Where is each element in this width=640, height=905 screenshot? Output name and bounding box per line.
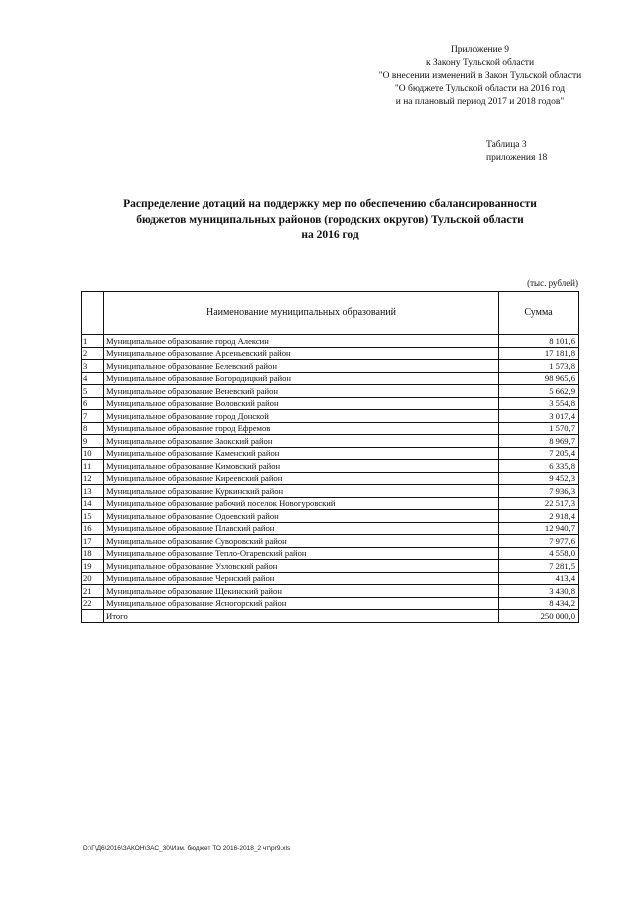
- row-number: 16: [82, 522, 104, 535]
- row-name: Муниципальное образование Воловский район: [104, 397, 499, 410]
- row-name: Муниципальное образование Чернский район: [104, 572, 499, 585]
- row-number: 4: [82, 372, 104, 385]
- table-row: [82, 522, 579, 535]
- row-sum: 6 335,8: [499, 460, 579, 473]
- row-number: 8: [82, 422, 104, 435]
- header-name: Наименование муниципальных образований: [104, 292, 499, 335]
- row-name: Муниципальное образование Богородицкий район: [104, 372, 499, 385]
- table-row: [82, 347, 579, 360]
- table-row: [82, 360, 579, 373]
- table-total-row: [82, 610, 579, 623]
- row-number: 19: [82, 560, 104, 573]
- file-path-footer: D:\Г\Д6\2016\ЗАКОН\ЗАС_30\Изм. бюджет ТО 2016-2018_2 чт\pr9.xls: [83, 845, 291, 852]
- table-ref-line: Таблица 3: [486, 140, 527, 150]
- row-sum: 17 181,8: [499, 347, 579, 360]
- title-line: бюджетов муниципальных районов (городских округов) Тульской области: [136, 213, 524, 226]
- row-name: Муниципальное образование Щекинский район: [104, 585, 499, 598]
- table-row: [82, 385, 579, 398]
- row-number: 18: [82, 547, 104, 560]
- row-sum: 12 940,7: [499, 522, 579, 535]
- row-number: 11: [82, 460, 104, 473]
- row-sum: 4 558,0: [499, 547, 579, 560]
- table-row: [82, 435, 579, 448]
- row-number: 5: [82, 385, 104, 398]
- row-number: 12: [82, 472, 104, 485]
- total-number: [82, 610, 104, 623]
- table-row: [82, 597, 579, 610]
- table-row: [82, 572, 579, 585]
- table-row: [82, 460, 579, 473]
- table-row: [82, 547, 579, 560]
- header-number: [82, 292, 104, 335]
- row-name: Муниципальное образование Заокский район: [104, 435, 499, 448]
- table-row: [82, 535, 579, 548]
- table-row: [82, 485, 579, 498]
- table-row: [82, 472, 579, 485]
- document-title: [80, 197, 580, 244]
- row-sum: 7 281,5: [499, 560, 579, 573]
- row-name: Муниципальное образование Арсеньевский район: [104, 347, 499, 360]
- row-sum: 8 969,7: [499, 435, 579, 448]
- row-sum: 7 936,3: [499, 485, 579, 498]
- row-name: Муниципальное образование Узловский район: [104, 560, 499, 573]
- title-line: Распределение дотаций на поддержку мер по обеспечению сбалансированности: [123, 198, 537, 210]
- row-number: 1: [82, 335, 104, 348]
- row-number: 9: [82, 435, 104, 448]
- annex-line: к Закону Тульской области: [425, 58, 535, 68]
- annex-line: "О внесении изменений в Закон Тульской области: [378, 71, 582, 81]
- table-ref-line: приложения 18: [486, 153, 548, 163]
- row-name: Муниципальное образование Тепло-Огаревский район: [104, 547, 499, 560]
- row-name: Муниципальное образование Веневский район: [104, 385, 499, 398]
- header-sum: Сумма: [499, 292, 579, 335]
- row-number: 2: [82, 347, 104, 360]
- row-sum: 22 517,3: [499, 497, 579, 510]
- row-number: 13: [82, 485, 104, 498]
- row-sum: 8 101,6: [499, 335, 579, 348]
- table-row: [82, 410, 579, 423]
- row-name: Муниципальное образование Каменский район: [104, 447, 499, 460]
- table-row: [82, 585, 579, 598]
- row-name: Муниципальное образование Киреевский район: [104, 472, 499, 485]
- row-sum: 1 573,8: [499, 360, 579, 373]
- row-number: 20: [82, 572, 104, 585]
- row-sum: 7 205,4: [499, 447, 579, 460]
- table-row: [82, 372, 579, 385]
- table-row: [82, 397, 579, 410]
- table-row: [82, 447, 579, 460]
- table-row: [82, 510, 579, 523]
- row-sum: 3 430,8: [499, 585, 579, 598]
- row-sum: 9 452,3: [499, 472, 579, 485]
- row-name: Муниципальное образование Плавский район: [104, 522, 499, 535]
- row-sum: 413,4: [499, 572, 579, 585]
- annex-line: "О бюджете Тульской области на 2016 год: [394, 84, 566, 94]
- row-name: Муниципальное образование Суворовский район: [104, 535, 499, 548]
- row-number: 6: [82, 397, 104, 410]
- row-sum: 8 434,2: [499, 597, 579, 610]
- row-sum: 3 017,4: [499, 410, 579, 423]
- row-number: 15: [82, 510, 104, 523]
- row-name: Муниципальное образование город Донской: [104, 410, 499, 423]
- table-row: [82, 422, 579, 435]
- row-sum: 3 554,8: [499, 397, 579, 410]
- row-name: Муниципальное образование Белевский район: [104, 360, 499, 373]
- row-sum: 1 570,7: [499, 422, 579, 435]
- table-row: [82, 335, 579, 348]
- row-name: Муниципальное образование город Ефремов: [104, 422, 499, 435]
- total-label: Итого: [104, 610, 499, 623]
- table-row: [82, 560, 579, 573]
- row-number: 10: [82, 447, 104, 460]
- row-name: Муниципальное образование город Алексин: [104, 335, 499, 348]
- row-number: 14: [82, 497, 104, 510]
- table-header-row: [82, 292, 579, 335]
- row-name: Муниципальное образование Ясногорский район: [104, 597, 499, 610]
- row-number: 17: [82, 535, 104, 548]
- row-number: 3: [82, 360, 104, 373]
- annex-line: Приложение 9: [450, 45, 510, 55]
- row-number: 21: [82, 585, 104, 598]
- row-name: Муниципальное образование рабочий поселок Новогуровский: [104, 497, 499, 510]
- table-row: [82, 497, 579, 510]
- row-name: Муниципальное образование Одоевский район: [104, 510, 499, 523]
- row-name: Муниципальное образование Кимовский район: [104, 460, 499, 473]
- total-sum: 250 000,0: [499, 610, 579, 623]
- row-number: 22: [82, 597, 104, 610]
- row-sum: 5 662,9: [499, 385, 579, 398]
- title-line: на 2016 год: [301, 229, 359, 241]
- annex-line: и на плановый период 2017 и 2018 годов": [395, 97, 565, 107]
- table-reference: [486, 139, 586, 165]
- row-sum: 98 965,6: [499, 372, 579, 385]
- units-label: (тыс. рублей): [527, 278, 578, 288]
- row-name: Муниципальное образование Куркинский район: [104, 485, 499, 498]
- subsidy-table: [81, 291, 579, 623]
- row-sum: 2 918,4: [499, 510, 579, 523]
- annex-header: [360, 44, 600, 109]
- row-sum: 7 977,6: [499, 535, 579, 548]
- row-number: 7: [82, 410, 104, 423]
